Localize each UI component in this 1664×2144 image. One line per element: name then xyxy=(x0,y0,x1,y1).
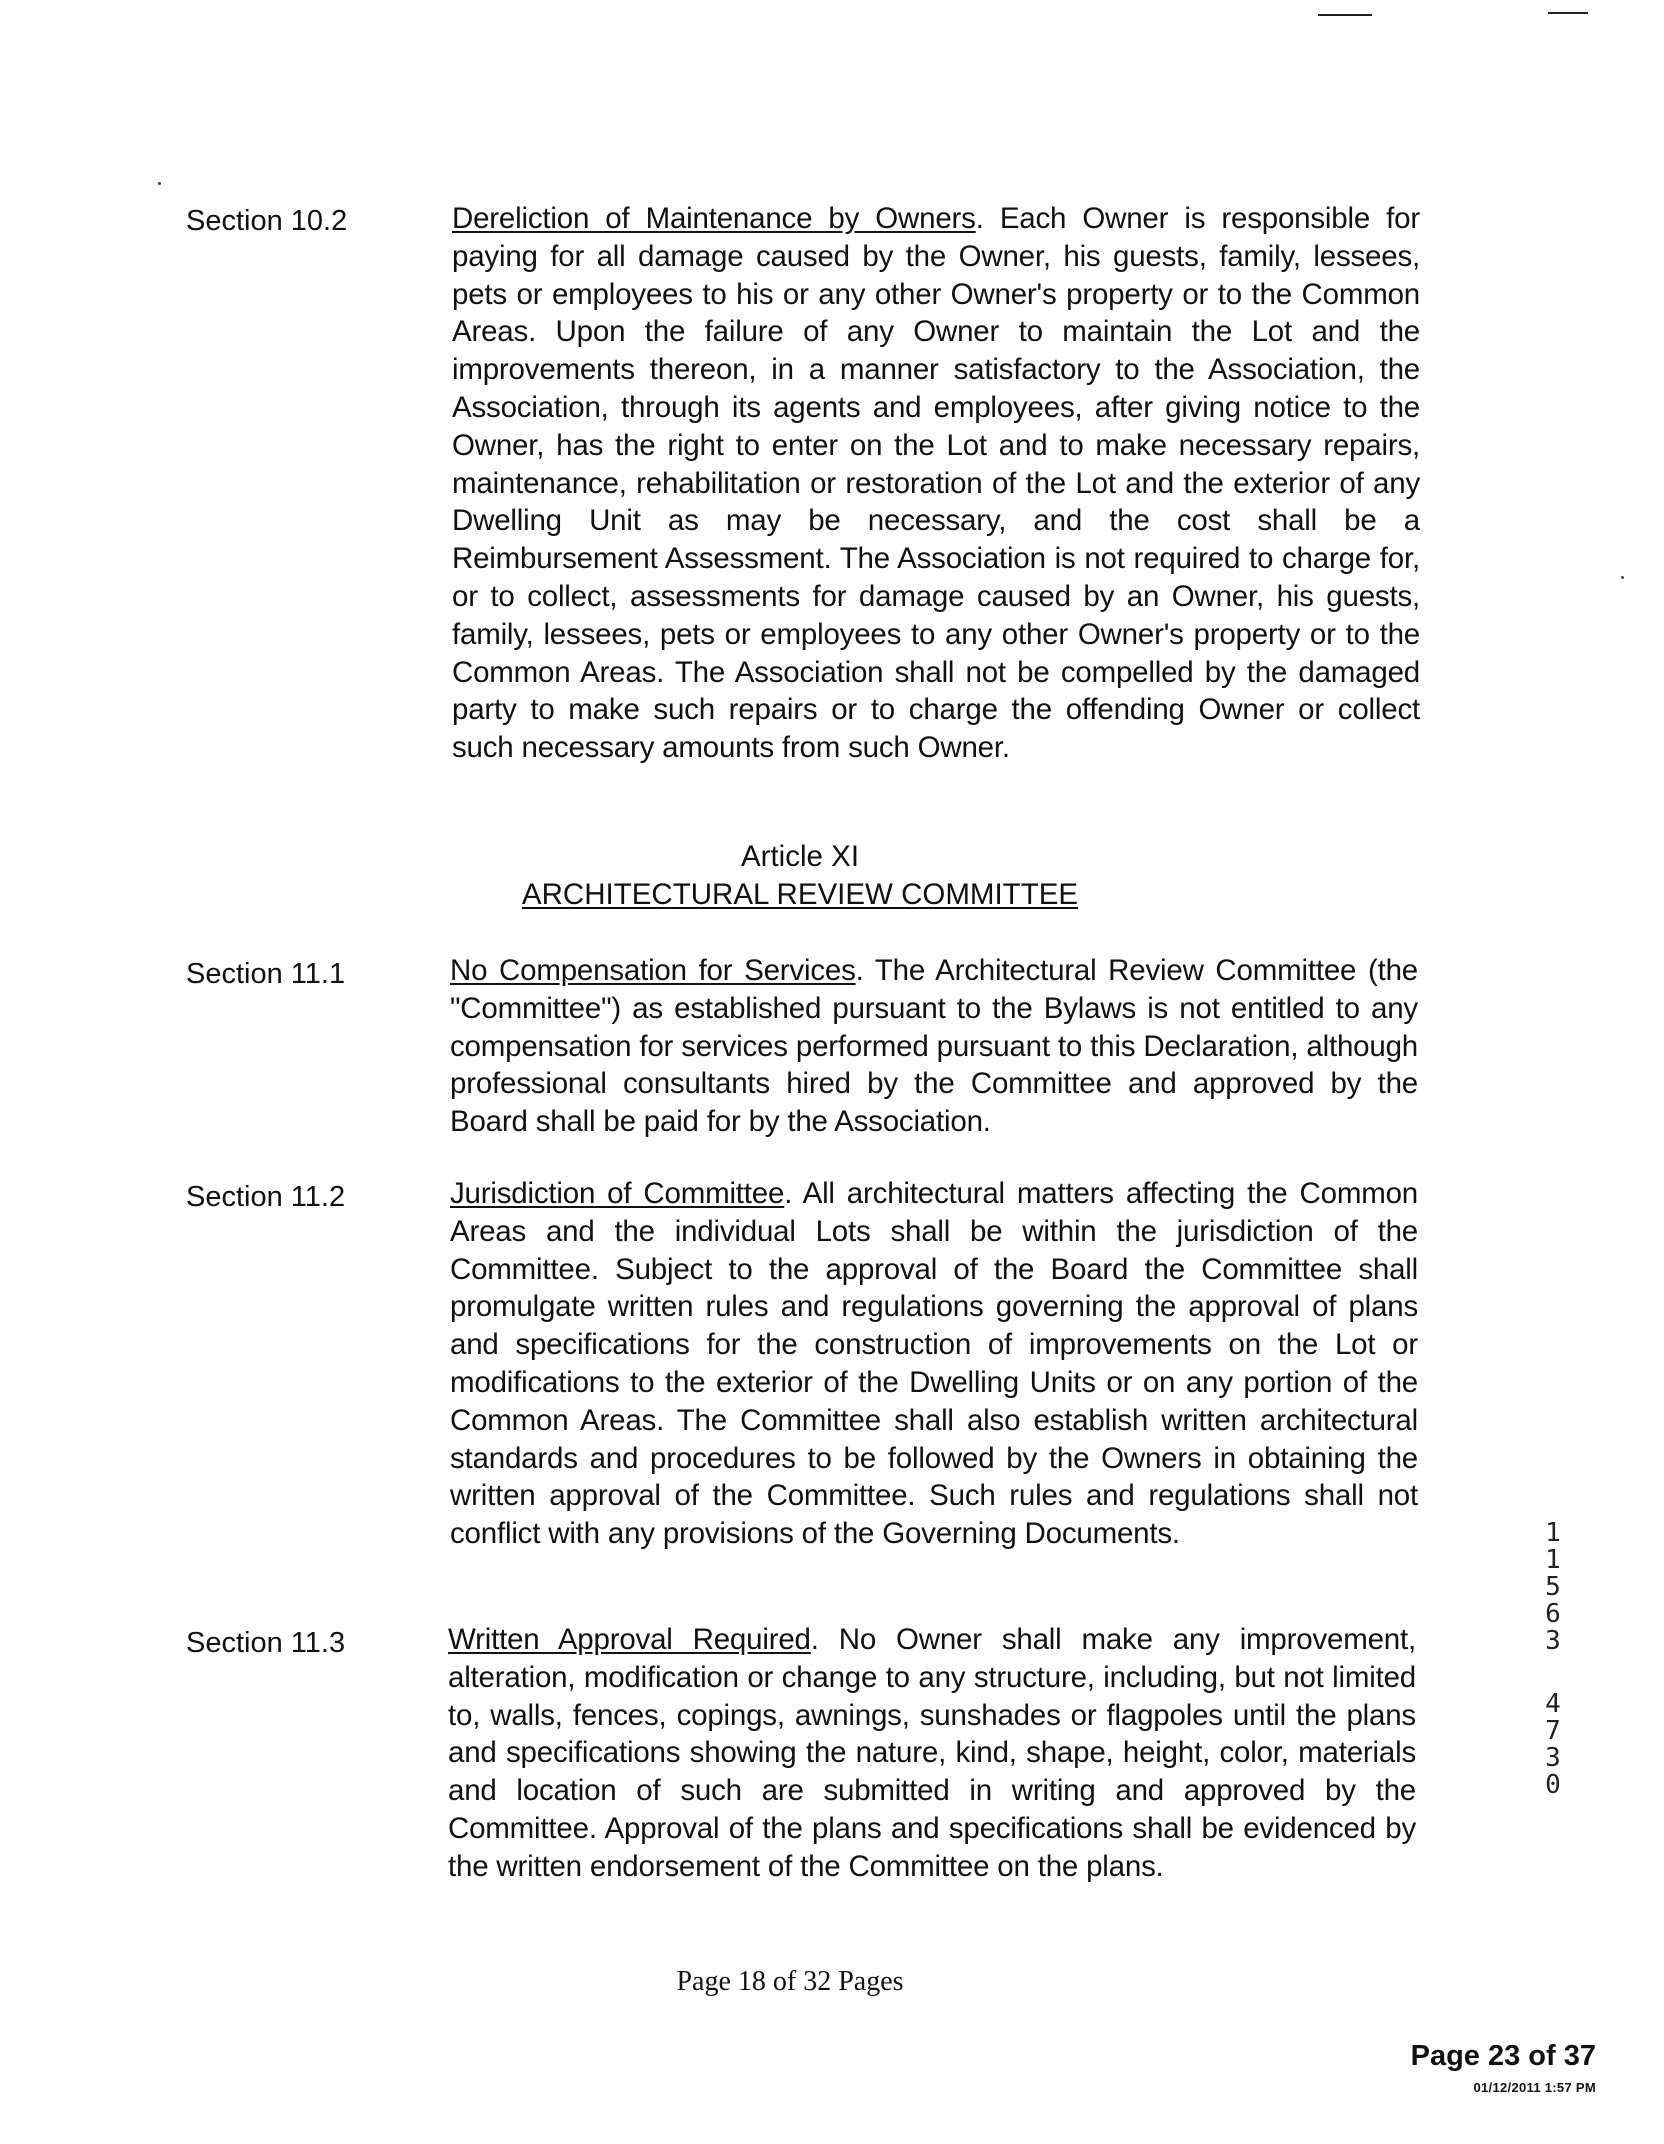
article-header xyxy=(452,838,1148,914)
section-text: . Each Owner is responsible for paying for all damage caused by the Owner, his guests, family, lessees, pets or employees to his or any other Owner's property or to the Common Areas. Upon the failure of any Owner to maintain the Lot and the improvements thereon, in a manner satisfactory to the Association, the Association, through its agents and employees, after giving notice to the Owner, has the right to enter on the Lot and to make necessary repairs, maintenance, rehabilitation or restoration of the Lot and the exterior of any Dwelling Unit as may be necessary, and the cost shall be a Reimbursement Assessment. The Association is not required to charge for, or to collect, assessments for damage caused by an Owner, his guests, family, lessees, pets or employees to any other Owner's property or to the Common Areas. The Association shall not be compelled by the damaged party to make such repairs or to charge the offending Owner or collect such necessary amounts from such Owner. xyxy=(452,202,1420,765)
section-text: . No Owner shall make any improvement, alteration, modification or change to any structure, including, but not limited to, walls, fences, copings, awnings, sunshades or flagpoles until the plans and specifications showing the nature, kind, shape, height, color, materials and location of such are submitted in writing and approved by the Committee. Approval of the plans and specifications shall be evidenced by the written endorsement of the Committee on the plans. xyxy=(448,1623,1416,1883)
recorder-doc-number xyxy=(1538,1520,1568,1799)
recorder-page-number: Page 23 of 37 xyxy=(1410,2040,1596,2072)
doc-number-digit: 5 xyxy=(1545,1572,1561,1602)
recorder-timestamp: 01/12/2011 1:57 PM xyxy=(1473,2080,1596,2095)
doc-number-digit: 3 xyxy=(1545,1626,1561,1656)
section-body xyxy=(450,952,1418,1141)
section-text: . The Architectural Review Committee (the "Committee") as established pursuant to the Bylaws is not entitled to any compensation for services performed pursuant to this Declaration, although professional consultants hired by the Committee and approved by the Board shall be paid for by the Association. xyxy=(450,954,1418,1139)
section-heading: Written Approval Required xyxy=(448,1623,811,1656)
section-label: Section 10.2 xyxy=(186,205,348,237)
doc-number-digit: 0 xyxy=(1545,1770,1561,1800)
doc-number-digit: 7 xyxy=(1545,1716,1561,1746)
section-text: . All architectural matters affecting the Common Areas and the individual Lots shall be within the jurisdiction of the Committee. Subject to the approval of the Board the Committee shall promulgate written rules and regulations governing the approval of plans and specifications for the construction of improvements on the Lot or modifications to the exterior of the Dwelling Units or on any portion of the Common Areas. The Committee shall also establish written architectural standards and procedures to be followed by the Owners in obtaining the written approval of the Committee. Such rules and regulations shall not conflict with any provisions of the Governing Documents. xyxy=(450,1177,1418,1551)
section-heading: No Compensation for Services xyxy=(450,954,856,987)
page-footer: Page 18 of 32 Pages xyxy=(676,1966,904,1997)
section-body xyxy=(450,1175,1418,1553)
section-label: Section 11.2 xyxy=(186,1181,346,1213)
scan-dot xyxy=(158,182,161,185)
doc-number-gap xyxy=(1538,1655,1568,1691)
doc-number-digit: 4 xyxy=(1545,1689,1561,1719)
section-body xyxy=(448,1621,1416,1886)
scan-dot xyxy=(1621,576,1624,579)
doc-number-digit: 1 xyxy=(1545,1518,1561,1548)
doc-number-digit: 6 xyxy=(1545,1599,1561,1629)
section-body xyxy=(452,200,1420,767)
scan-mark xyxy=(1548,12,1588,14)
article-title: ARCHITECTURAL REVIEW COMMITTEE xyxy=(521,878,1079,911)
section-label: Section 11.1 xyxy=(186,958,346,990)
section-label: Section 11.3 xyxy=(186,1627,346,1659)
doc-number-digit: 1 xyxy=(1545,1545,1561,1575)
section-heading: Dereliction of Maintenance by Owners xyxy=(452,202,976,235)
article-number: Article XI xyxy=(740,840,860,873)
doc-number-digit: 3 xyxy=(1545,1743,1561,1773)
scan-mark xyxy=(1318,14,1372,16)
section-heading: Jurisdiction of Committee xyxy=(450,1177,785,1210)
